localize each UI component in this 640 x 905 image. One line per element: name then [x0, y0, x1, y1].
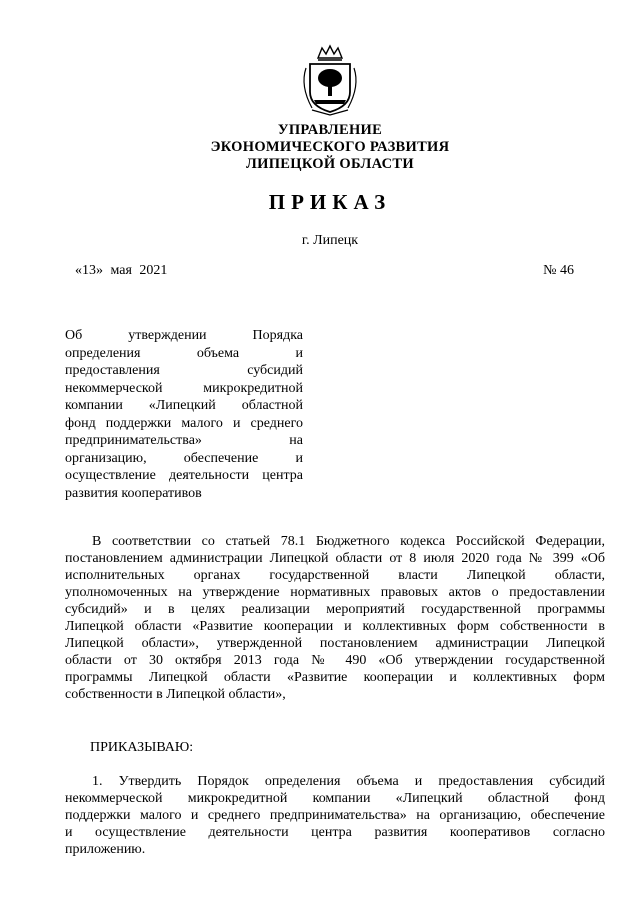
- subject-line: предоставления субсидий: [65, 363, 303, 378]
- preamble-line: собственности в Липецкой области»,: [65, 687, 286, 702]
- preamble-line: исполнительных органах государственной власти Липецкой области,: [65, 568, 605, 583]
- subject-line: некоммерческой микрокредитной: [65, 380, 303, 396]
- document-number: № 46: [543, 263, 574, 278]
- order-item-1: [65, 773, 605, 858]
- preamble-line: программы Липецкой области «Развитие кооперации и коллективных форм: [65, 670, 605, 685]
- document-type-title: ПРИКАЗ: [268, 190, 392, 214]
- order-heading: ПРИКАЗЫВАЮ:: [90, 740, 194, 755]
- coat-of-arms-icon: [298, 44, 362, 116]
- item-line: и осуществление деятельности центра развития кооперативов согласно: [65, 825, 605, 840]
- date-month: мая: [110, 263, 132, 278]
- preamble-line: Липецкой области», утвержденной постановлением администрации Липецкой: [65, 636, 605, 651]
- org-name-line2: ЭКОНОМИЧЕСКОГО РАЗВИТИЯ: [210, 139, 450, 155]
- org-name-line3: ЛИПЕЦКОЙ ОБЛАСТИ: [246, 156, 414, 172]
- preamble-line: В соответствии со статьей 78.1 Бюджетного кодекса Российской Федерации,: [92, 534, 605, 549]
- item-line: поддержки малого и среднего предпринимательства» на организацию, обеспечение: [65, 808, 605, 823]
- preamble-line: уполномоченных на утверждение нормативных правовых актов о предоставлении: [65, 585, 605, 600]
- document-subject: [65, 327, 303, 502]
- date-year: 2021: [139, 263, 168, 278]
- date-day: «13»: [75, 263, 103, 278]
- preamble-line: постановлением администрации Липецкой области от 8 июля 2020 года № 399 «Об: [65, 551, 605, 566]
- subject-line: развития кооперативов: [65, 485, 202, 501]
- org-name-line1: УПРАВЛЕНИЕ: [277, 122, 383, 138]
- document-date: [75, 263, 171, 279]
- subject-line: Об утверждении Порядка: [65, 328, 303, 343]
- subject-line: осуществление деятельности центра: [65, 468, 303, 483]
- subject-line: фонд поддержки малого и среднего: [65, 415, 303, 431]
- item-line: приложению.: [65, 842, 146, 857]
- subject-line: организацию, обеспечение и: [65, 450, 303, 466]
- preamble-line: Липецкой области «Развитие кооперации и коллективных форм собственности в: [65, 619, 605, 634]
- subject-line: определения объема и: [65, 345, 303, 361]
- preamble-paragraph: [65, 533, 605, 703]
- preamble-line: области от 30 октября 2013 года № 490 «Об утверждении государственной: [65, 653, 605, 668]
- item-line: некоммерческой микрокредитной компании «Липецкий областной фонд: [65, 791, 605, 806]
- subject-line: компании «Липецкий областной: [65, 398, 303, 413]
- city: г. Липецк: [301, 233, 359, 248]
- preamble-line: субсидий» и в целях реализации мероприятий государственной программы: [65, 602, 605, 617]
- item-line: 1. Утвердить Порядок определения объема и предоставления субсидий: [92, 774, 605, 789]
- subject-line: предпринимательства» на: [65, 433, 303, 448]
